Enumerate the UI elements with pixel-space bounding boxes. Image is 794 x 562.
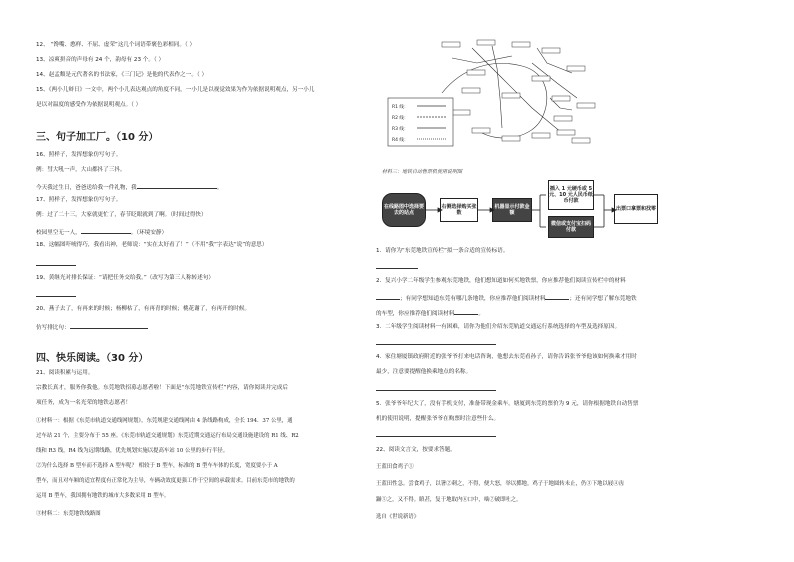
legend-r2: R2 线：: [392, 116, 409, 121]
passage-22-source: 选自《世说新语》: [376, 514, 420, 520]
question-15-line2: 是以对温度的感受作为依据说明观点。（ ）: [36, 102, 142, 108]
answer-blank-2c[interactable]: [454, 308, 478, 315]
passage-22-line1: 王蓝田性急。尝食鸡子，以箸②刺之，不得，便大怒，举以掷地。鸡子于地圆转未止，仍③下地以屐④齿: [376, 481, 624, 487]
material-1-line3: 线和 R3 线，R4 线为远期线路，优先规划实施以提高车站 10 公里的步行半径。: [36, 448, 229, 454]
question-13: 13、凉爽拼音的声母有 24 个，韵母有 23 个。（ ）: [36, 57, 165, 63]
material-3-caption: ③材料二：东莞地铁线路图: [36, 511, 101, 517]
passage-22-line2: 蹍⑤之，又不得。瞋甚，复于地取内⑥口中，啮⑦破即吐之。: [376, 497, 522, 503]
answer-line-task-1[interactable]: [376, 268, 418, 269]
section-3-title: 三、句子加工厂。（10 分）: [36, 132, 159, 143]
legend-r1: R1 线：: [392, 105, 409, 110]
question-12: 12、 “馋嘴、憨样、不屈、虚荣”这几个词语带褒色彩相同。（ ）: [36, 42, 196, 48]
flow-step-4b: 微信或支付宝扫码付款: [548, 216, 594, 238]
answer-blank-2b[interactable]: [545, 293, 569, 300]
material-2-line2: 型车，而且对车厢的适宜程度有正常化为主导，车辆动效度更强工作于空间的承载需求。目前东莞市的地铁的: [36, 478, 295, 484]
material-1-line1: ①材料一：根据《东莞市轨道交通线网规划》，东莞规建交通线网由 4 条线路构成，全长 194．37 公里，通: [36, 418, 293, 424]
task-2-text-b: ；有同学想知道东莞有哪几条地铁，你应推荐他们阅读材料: [400, 296, 546, 302]
metro-map: [382, 38, 682, 153]
question-20: 20、燕子去了，有再来的时候；杨柳枯了，有再青的时候；桃花谢了，有再开的时候。: [36, 306, 251, 312]
legend-r3: R3 线：: [392, 127, 409, 132]
prompt-16: 今天我过生日，爸爸送给我一件礼物，我 。: [36, 182, 222, 192]
material-2-line3: 运用 B 型车，我国拥有地铁的城市大多数采用 B 型车。: [36, 493, 170, 499]
prompt-16-text: 今天我过生日，爸爸送给我一件礼物，我: [36, 185, 137, 191]
example-16: 例：彗大吼一声，大山都抖了三抖。: [36, 167, 126, 173]
task-2-line1: 2．复兴小学二年级学生参观东莞地铁，他们想知道如何买地铁票，你应推荐他们阅读宣传栏中的材料: [376, 278, 626, 284]
material-2-line1: ②为什么选择 B 型车而不选择 A 型车呢？ 相较于 B 型车，标准的 B 型车车体的长度，宽度要小于 A: [36, 463, 278, 469]
prompt-17: [36, 227, 167, 237]
flow-end: 出票口拿票和找零: [614, 194, 658, 224]
question-18: 18、这幅图吓唬得巧，我看出神，老师说：“实在太好看了！”（不用“我”字表达“说”的意思）: [36, 242, 268, 248]
question-14: 14、赵孟頫是元代著名的书法家，《三门记》是他的代表作之一。（ ）: [36, 72, 208, 78]
task-2-line3: [376, 308, 484, 318]
question-22: 22、阅读文言文，按要求答题。: [376, 447, 456, 453]
task-2-end: 。: [478, 311, 484, 317]
answer-blank-16[interactable]: [137, 182, 217, 189]
prompt-20-text: 仿写排比句：: [36, 325, 70, 331]
passage-22-title: 王蓝田食鸡子①: [376, 464, 414, 470]
passage-21-line2: 项任务，成为一名光荣的地铁志愿者！: [36, 400, 132, 406]
answer-line-19[interactable]: [36, 296, 76, 297]
answer-blank-2a[interactable]: [376, 293, 400, 300]
legend-r4: R4 线：: [392, 138, 409, 143]
question-16: 16、照样子，发挥想象仿写句子。: [36, 152, 122, 158]
flow-start: 在线路图中选择要去的站点: [382, 193, 426, 227]
task-4-line2: 最少，注意要提醒他换乘地点的名称。: [376, 369, 472, 375]
flow-arrows: [372, 170, 672, 250]
task-2-line2: [376, 293, 637, 303]
question-17: 17、照样子，发挥想象仿写句子。: [36, 197, 122, 203]
section-4-title: 四、快乐阅读。（30 分）: [36, 353, 149, 364]
task-5-line2: 机的使用说明，提醒张爷爷在购票时注意些什么。: [376, 416, 500, 422]
answer-line-task-5[interactable]: [376, 436, 496, 437]
task-1: 1．请你为“东莞地铁宣传栏”拟一条合适的宣传标语。: [376, 248, 509, 254]
material-3-caption-right: 材料三：地铁自动售票机使用说明图: [382, 169, 463, 175]
question-15-line1: 15、《两小儿辩日》一文中，两个小儿表达观点的角度不同，一小儿是以视觉效果为作为依据说明观点，另一小儿: [36, 87, 315, 93]
answer-line-18[interactable]: [36, 265, 76, 266]
prompt-17-hint: 。（环境安静）: [130, 230, 168, 236]
answer-line-task-4[interactable]: [376, 390, 496, 391]
passage-21-line1: 宗教长真才，服务你我他。东莞地铁招募志愿者啦！下面是“东莞地铁宣传栏”内容，请你阅读并完成后: [36, 385, 288, 391]
task-5-line1: 5．张爷爷年纪大了，没有手机支付，准备带现金乘车。塘厦到东莞的票价为 9 元，请你根据地铁自动售票: [376, 401, 639, 407]
answer-line-task-3[interactable]: [376, 344, 496, 345]
task-3: 3．二年级学生阅读材料一有困难，请你为他们介绍东莞轨道交通运行系统选择的车型及选择原因。: [376, 324, 621, 330]
flow-step-4a: 插入 1 元硬币或 5 元、10 元人民币纸币付款: [548, 180, 594, 210]
answer-blank-20[interactable]: [70, 322, 148, 329]
question-21: 21、阅读积累与运用。: [36, 370, 94, 376]
flow-step-2: 右侧选择购买张数: [440, 198, 478, 222]
prompt-17-text: 校园里空无一人，: [36, 230, 81, 236]
prompt-20: [36, 322, 148, 332]
flow-step-3: 机器显示付款金额: [492, 198, 532, 222]
task-2-text-d: 的车型，你应推荐他们阅读材料: [376, 311, 455, 317]
task-4-line1: 4．家住塘厦镇政府附近的张爷爷打来电话咨询，他想去东莞看孙子，请你告诉张爷爷他该如何换乘才用时: [376, 354, 637, 360]
question-19: 19、黄继光对排长保证：“请把任务交给我。”（改写为第三人称转述句）: [36, 275, 214, 281]
task-2-text-c: ；还有同学想了解东莞地铁: [569, 296, 637, 302]
answer-blank-17[interactable]: [81, 227, 131, 234]
material-1-line2: 过车站 21 个，主要分布于 55 座。《东莞市轨道交通规划》东莞近期交通运行布局交通设施建设的 R1 线、R2: [36, 433, 299, 439]
example-17: 例：过了二十三，大家就更忙了，春节眨眼就到了啊。（时间过得快）: [36, 212, 207, 218]
